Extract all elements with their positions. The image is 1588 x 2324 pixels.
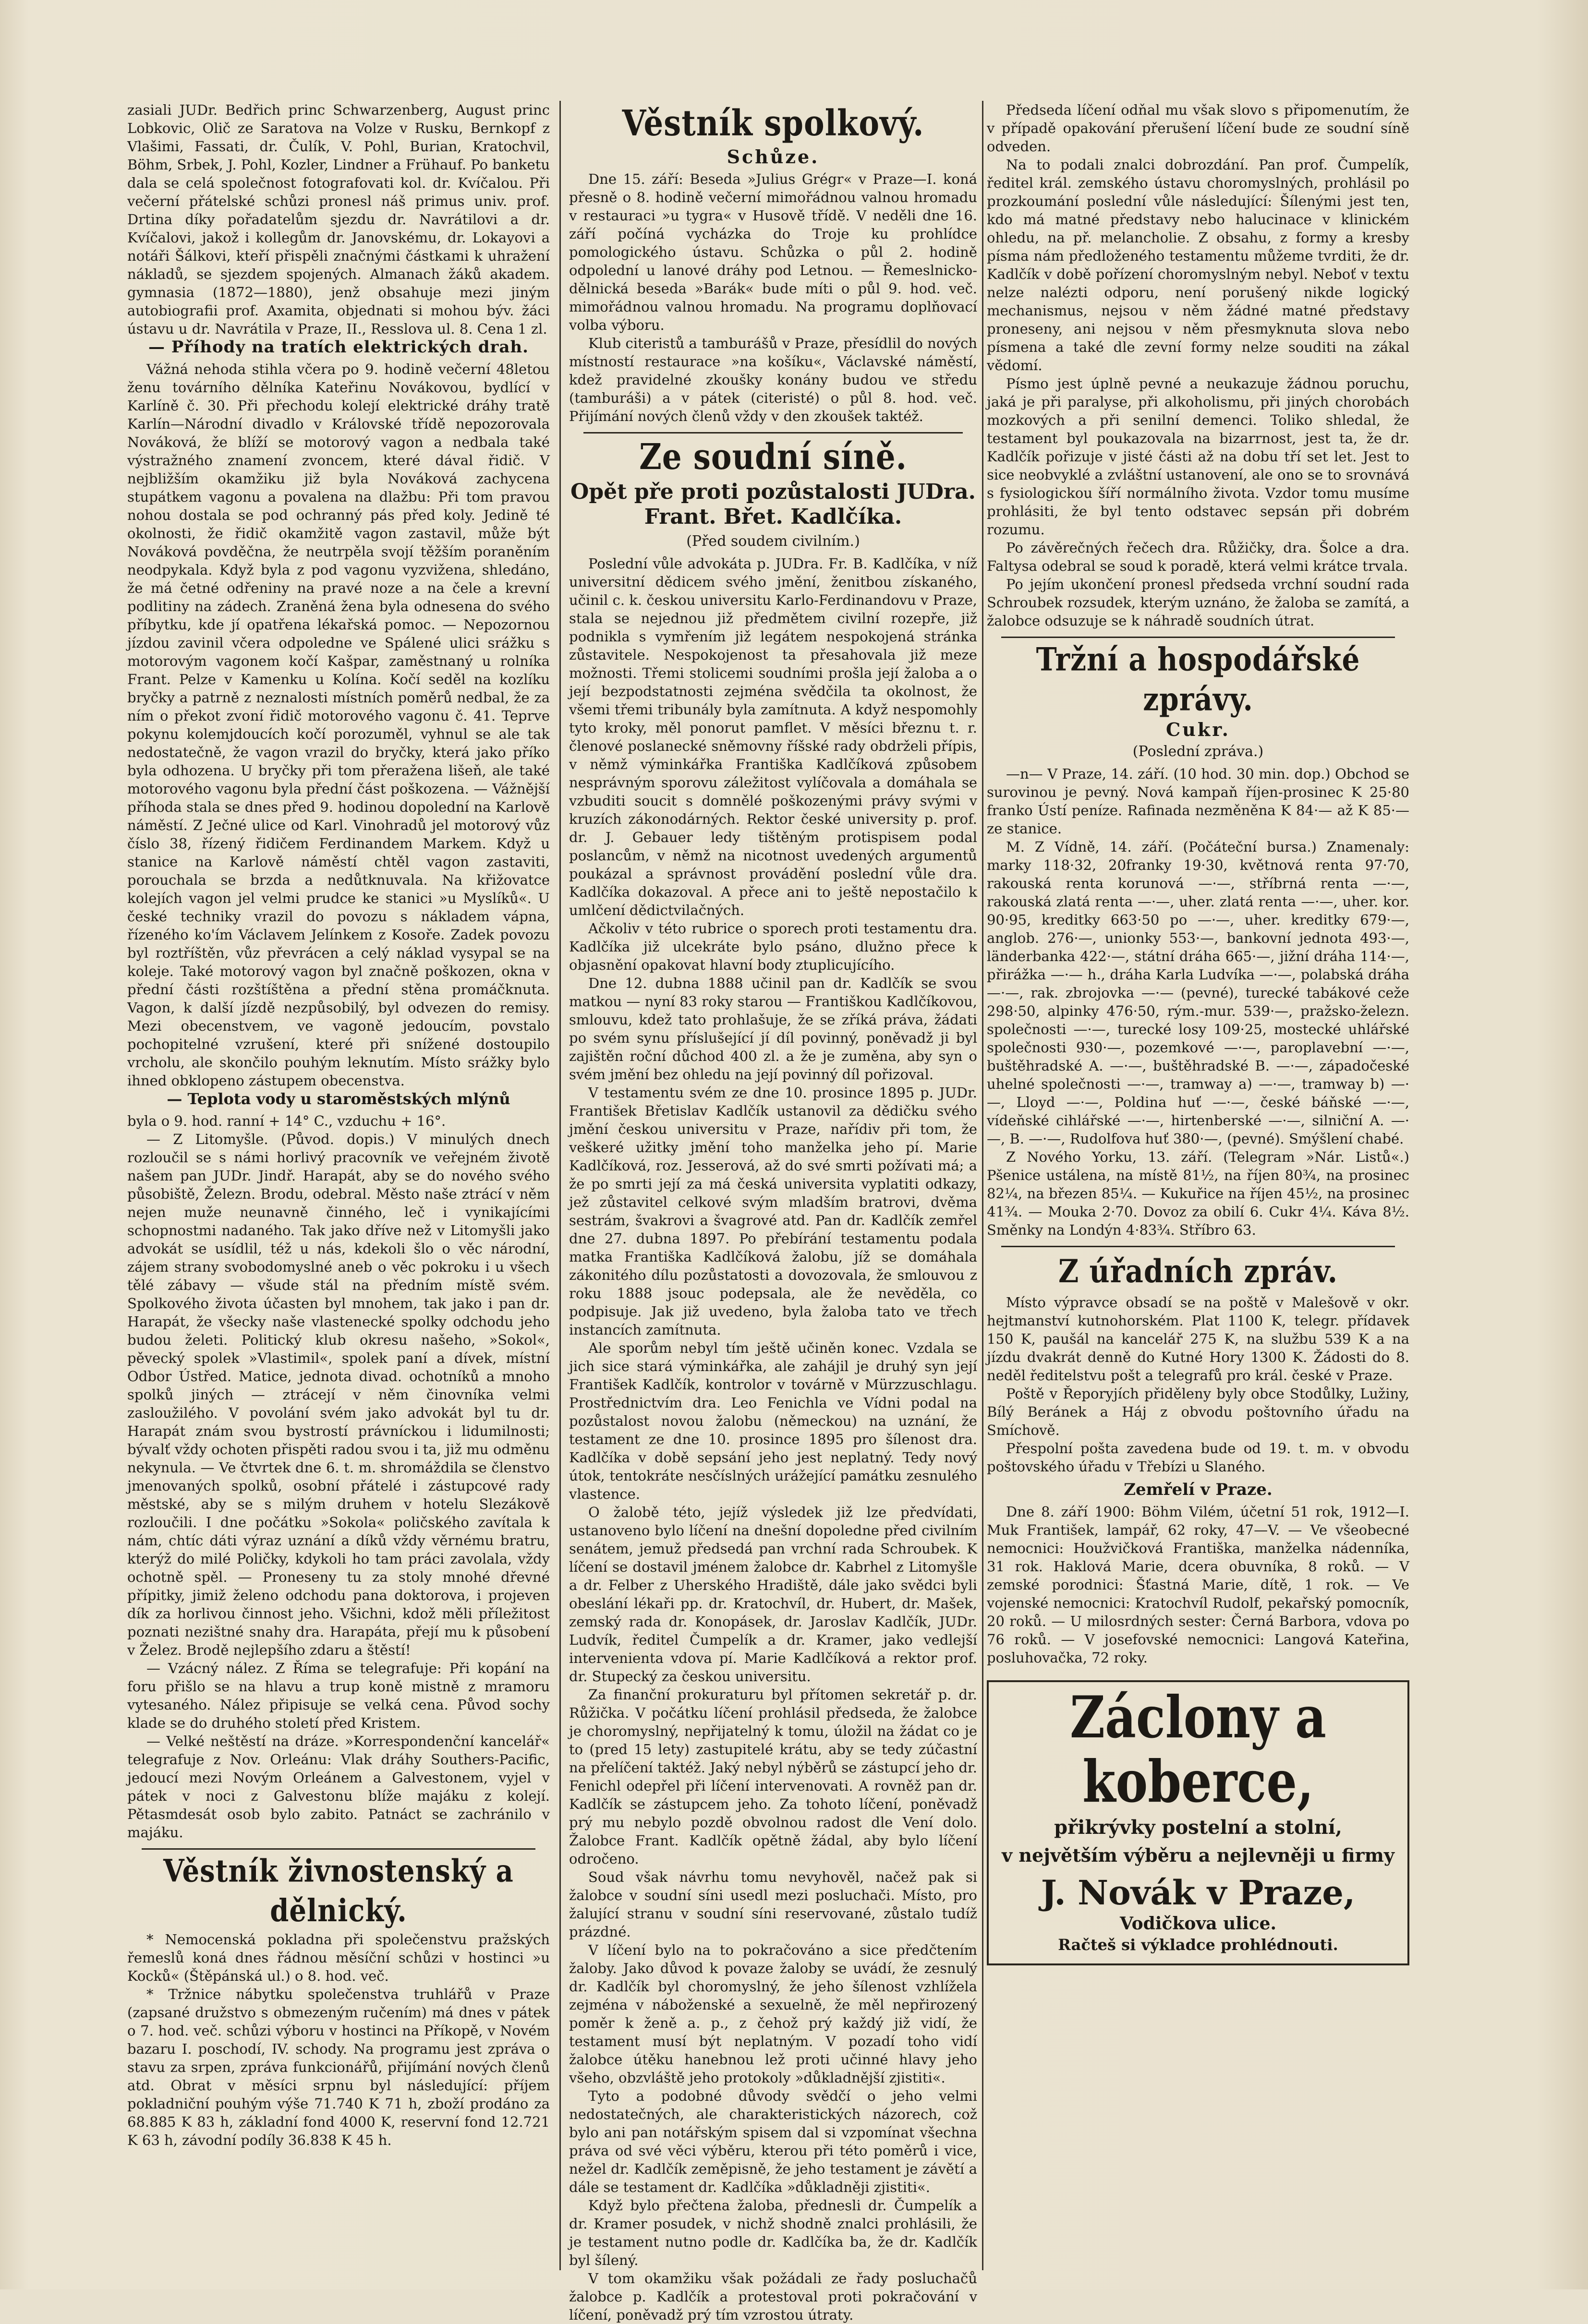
article-paragraph: Přespolní pošta zavedena bude od 19. t. m. v obvodu poštovského úřadu v Třebízi u Slaného. <box>987 1440 1409 1475</box>
column-2 <box>569 101 977 2323</box>
advertisement <box>987 1680 1409 1965</box>
article-paragraph: V tom okamžiku však požádali ze řady posluchačů žalobce p. Kadlčík a protestoval proti pokračování v líčení, poněvadž prý tím vzrostou útraty. <box>569 2270 977 2323</box>
article-paragraph: Po závěrečných řečech dra. Růžičky, dra. Šolce a dra. Faltysa odebral se soud k poradě, která velmi krátce trvala. <box>987 540 1409 574</box>
article-paragraph: Klub citeristů a tamburášů v Praze, přesídlil do nových místností restaurace »na košíku«, Václavské náměstí, kdež pravidelné zkoušky konány budou ve středu (tamburáši) a v pátek (citeristé) o půl 8. hod. več. Přijímání nových členů vždy v den zkoušek taktéž. <box>569 335 977 424</box>
ad-firm: J. Novák v Praze, <box>1041 1873 1356 1913</box>
section-title-court: Ze soudní síně. <box>639 436 907 478</box>
article-paragraph: V líčení bylo na to pokračováno a sice předčtením žaloby. Jako důvod k povaze žaloby se uvádí, že zesnulý dr. Kadlčík byl choromyslný, že jeho šílenost vzhlížela zejména v náboženské a sexuelně, že měl nepřirozený poměr k ženě a. p., z čehož prý každý již vidí, že testament musí být neplatným. V pozadí toho vidí žalobce útěku hanebnou lež proti učinné hlavy jeho všeho, obzvláště jeho protokoly »důkladnější zjistiti«. <box>569 1942 977 2086</box>
article-paragraph: Dne 12. dubna 1888 učinil pan dr. Kadlčík se svou matkou — nyní 83 roky starou — Františkou Kadlčíkovou, smlouvu, kdež tato prohlašuje, že se zříká práva, žádati po svém synu příslušející jí díl povinný, poněvadž ji byl zajištěn roční důchod 400 zl. a že je zuměna, aby syn o svém jmění bez ohledu na její povinný díl pořizoval. <box>569 975 977 1083</box>
article-paragraph: Z Nového Yorku, 13. září. (Telegram »Nár. Listů«.) Pšenice ustálena, na místě 81½, na říjen 80¾, na prosinec 82¼, na březen 85¼. — Kukuřice na říjen 45½, na prosinec 41¾. — Mouka 2·70. Dovoz za obilí 6. Cukr 4¼. Káva 8½. Směnky na Londýn 4·83¾. Stříbro 63. <box>987 1149 1409 1238</box>
column-3 <box>987 101 1409 2256</box>
column-1 <box>127 101 550 2256</box>
subheading-latest: (Poslední zpráva.) <box>1132 743 1264 760</box>
section-title-trade: Věstník živnostenský a dělnický. <box>163 1853 514 1929</box>
ad-note: Račteš si výkladce prohlédnouti. <box>1058 1936 1338 1954</box>
article-paragraph: Písmo jest úplně pevné a neukazuje žádnou poruchu, jaká je při paralyse, při alkoholismu, při jiných chorobách mozkových a při senilní demenci. Toliko shledal, že testament byl poukazovala na bizarrnost, jest ta, že dr. Kadlčík pořizuje v jisté části až na dobu tří set let. Jest to sice neobvyklé a zvláštní ustanovení, ale ono se to srovnává s fysiologickou šíří normálního života. Vzdor tomu musíme prohlásiti, že byl tento odstavec sepsán při dobrém rozumu. <box>987 375 1409 538</box>
ad-line: přikrývky postelní a stolní, <box>1054 1816 1342 1839</box>
article-paragraph: Poslední vůle advokáta p. JUDra. Fr. B. Kadlčíka, v níž universitní dědicem svého jmění, ženitbou získaného, učinil c. k. českou universitu Karlo-Ferdinandovu v Praze, stala se nejednou již předmětem civilní rozepře, již podnikla s vymřením již legátem nespokojená stránka zůstavitele. Nespokojenost ta přesahovala již meze možnosti. Třemi stolicemi soudními prošla její žaloba a o její bezpodstatnosti zejména svědčila ta okolnost, že všemi třemi tribunály byla zamítnuta. A když nespomohly tyto kroky, měl ponorut pamflet. V měsíci březnu t. r. členové poslanecké sněmovny říšské rady obdrželi přípis, v němž výminkářka Františka Kadlčíková způsobem nesprávným sporovu záležitost vylíčovala a domáhala se vzbuditi soucit s domnělé poškozenými právy svými v kruzích zákonodárných. Rektor české university p. prof. dr. J. Gebauer ledy tištěným protispisem podal poslancům, v němž na nicotnost uvedených argumentů poukázal a správnost provádění poslední vůle dra. Kadlčíka dokazoval. A přece ani to ještě nepostačilo k umlčení dědictvilačných. <box>569 555 977 918</box>
article-paragraph: O žalobě této, jejíž výsledek již lze předvídati, ustanoveno bylo líčení na dnešní dopoledne před civilním senátem, jemuž předsedá pan vrchní rada Schroubek. K líčení se dostavil jménem žalobce dr. Kabrhel z Litomyšle a dr. Felber z Uherského Hradiště, dále jako svědci byli obeslání lékaři pp. dr. Kratochvíl, dr. Hubert, dr. Mašek, zemský rada dr. Konopásek, dr. Jaroslav Kadlčík, JUDr. Ludvík, ředitel Čumpelík a dr. Kramer, jako vedlejší intervenienta vdova pí. Marie Kadlčíková a rektor prof. dr. Stupecký za českou universitu. <box>569 1504 977 1685</box>
ad-line: v největším výběru a nejlevněji u firmy <box>1002 1844 1394 1866</box>
article-paragraph: Předseda líčení odňal mu však slovo s připomenutím, že v případě opakování přerušení líčení bude ze soudní síně odveden. <box>987 102 1409 155</box>
article-paragraph: Dne 15. září: Beseda »Julius Grégr« v Praze—I. koná přesně o 8. hodině večerní mimořádnou valnou hromadu v restauraci »u tygra« v Husově třídě. V neděli dne 16. září počíná vycházka do Troje ku prohlídce pomologického ústavu. Schůzka o půl 2. hodině odpolední u lanové dráhy pod Letnou. — Řemeslnicko-dělnická beseda »Barák« bude míti o půl 9. hod. več. mimořádnou valnou hromadu. Na programu doplňovací volba výboru. <box>569 171 977 333</box>
article-paragraph: Ale sporům nebyl tím ještě učiněn konec. Vzdala se jich sice stará výminkářka, ale zahájil je druhý syn její František Kadlčík, kontrolor v továrně v Mürzzuschlagu. Prostřednictvím dra. Leo Fenichla ve Vídni podal na pozůstalost novou žalobu (německou) na uznání, že testament ze dne 10. prosince 1895 pro šílenost dra. Kadlčíka v době sepsání jeho jest neplatný. Tedy nový útok, tentokráte nesčíslných urážející památku zesnulého vlastence. <box>569 1340 977 1502</box>
article-paragraph: Ačkoliv v této rubrice o sporech proti testamentu dra. Kadlčíka již ulcekráte bylo psáno, dlužno přece k objasnění opakovat hlavní body ztuplicujícího. <box>569 920 977 973</box>
article-subheadline: (Před soudem civilním.) <box>686 533 860 550</box>
article-paragraph: V testamentu svém ze dne 10. prosince 1895 p. JUDr. František Břetislav Kadlčík ustanovil za dědičku svého jmění českou universitu v Praze, nařídiv při tom, že veškeré užitky jmění toho manželka jeho pí. Marie Kadlčíková, roz. Jesserová, až do své smrti požívati má; a že po smrti její za má česká universita vyplatiti odkazy, jež zůstavitel celkové svým mladším bratrovi, dvěma sestrám, švakrovi a švagrové atd. Pan dr. Kadlčík zemřel dne 27. dubna 1897. Po přebírání testamentu podala matka Františka Kadlčíková žalobu, jíž se domáhala zákonitého dílu pozůstatosti a dovozovala, že smlouvou z roku 1888 jsouc podepsala, ale že nevěděla, co podpisuje. Jak již uvedeno, byla žaloba tato ve třech instancích zamítnuta. <box>569 1084 977 1338</box>
article-paragraph: zasiali JUDr. Bedřich princ Schwarzenberg, August princ Lobkovic, Olič ze Saratova na Volze v Rusku, Bernkopf z Vlašimi, Fassati, dr. Čulík, V. Pohl, Burian, Kratochvil, Böhm, Srbek, J. Pohl, Kozler, Lindner a Frühauf. Po banketu dala se celá společnost fotografovati kol. dr. Kvíčalou. Při večerní přátelské schůzi pronesl náš primus univ. prof. Drtina díky pořadatelům sjezdu dr. Navrátilovi a dr. Kvíčalovi, jakož i kollegům dr. Janovskému, dr. Lokayovi a notáři Šálkovi, kteří přispěli značnými částkami k uhražení nákladů, se sjezdem spojených. Almanach žáků akadem. gymnasia (1872—1880), jenž obsahuje mezi jiným autobiografii prof. Axamita, objednati si mohou býv. žáci ústavu u dr. Navrátila v Praze, II., Resslova ul. 8. Cena 1 zl. <box>127 102 550 337</box>
article-paragraph: byla o 9. hod. ranní + 14° C., vzduchu + 16°. <box>127 1113 446 1129</box>
article-paragraph: Když bylo přečtena žaloba, přednesli dr. Čumpelík a dr. Kramer posudek, v nichž shodně znalci prohlásili, že je testament nutno podle dr. Kadlčíka ba, že dr. Kadlčík byl šílený. <box>569 2197 977 2268</box>
ad-title: Záclony a koberce, <box>1070 1683 1326 1816</box>
heading-deceased: Zemřelí v Praze. <box>1124 1480 1273 1499</box>
subheading-sugar: Cukr. <box>1166 719 1230 740</box>
separator <box>142 1848 535 1850</box>
article-paragraph: Dne 8. září 1900: Böhm Vilém, účetní 51 rok, 1912—I. Muk František, lampář, 62 roky, 47—V. — Ve všeobecné nemocnici: Houžvičková Františka, manželka nádenníka, 31 rok. Haklová Marie, dcera obuvníka, 8 roků. — V zemské porodnici: Šťastná Marie, dítě, 1 rok. — Ve vojenské nemocnici: Kratochvíl Rudolf, pekařský pomocník, 20 roků. — U milosrdných sester: Černá Barbora, vdova po 76 roků. — V josefovské nemocnici: Langová Kateřina, posluhovačka, 72 roky. <box>987 1504 1409 1666</box>
article-paragraph: Soud však návrhu tomu nevyhověl, načež pak si žalobce v soudní síni usedl mezi posluchači. Místo, pro žalující stranu v soudní síni reservované, zůstalo tudíž prázdné. <box>569 1869 977 1940</box>
section-title-official: Z úřadních zpráv. <box>1058 1252 1338 1290</box>
article-paragraph: — Vzácný nález. Z Říma se telegrafuje: Při kopání na foru přišlo se na hlavu a trup koně mistně z mramoru vytesaného. Nález připisuje se velká cena. Původ sochy klade se do druhého století před Kristem. <box>127 1660 550 1731</box>
article-paragraph: * Nemocenská pokladna při společenstvu pražských řemeslů koná dnes řádnou měsíční schůzi v hostinci »u Kocků« (Štěpánská ul.) o 8. hod. več. <box>127 1931 550 1984</box>
article-paragraph: — Z Litomyšle. (Původ. dopis.) V minulých dnech rozloučil se s námi horlivý pracovník ve veřejném životě našem pan JUDr. Jindř. Harapát, aby se do nového svého působiště, Železn. Brodu, odebral. Město naše ztrácí v něm nejen muže neunavně činného, leč i vynikajícími schopnostmi nadaného. Tak jako dříve než v Litomyšli jako advokát se usídlil, též u nás, kdekoli šlo o věc národní, zájem strany svobodomyslné aneb o věc pokroku i u všech tělé zábavy — všude stál na předním místě svém. Spolkového života účasten byl mnohem, tak jako i pan dr. Harapát, že všecky naše vlastenecké spolky odchodu jeho budou želeti. Politický klub okresu našeho, »Sokol«, pěvecký spolek »Vlastimil«, spolek paní a dívek, místní Odbor Ústřed. Matice, jednota divad. ochotníků a mnoho spolků jiných — ztrácejí v něm činovníka velmi zasloužilého. V povolání svém jako advokát byl tu dr. Harapát znám svou bystrostí právníckou i lidumilnosti; bývalť vždy ochoten přispěti radou svou i ta, již mu odměnu nekynula. — Ve čtvrtek dne 6. t. m. shromáždila se členstvo jmenovaných spolků, osobní přátelé i zástupcové rady městské, aby se s milým druhem v hotelu Slezákově rozloučili. I dne počátku »Sokola« poličského zavítala k nám, chtíc dáti výraz uznání a díků vždy věrnému bratru, kterýž do milé Poličky, kdykoli ho tam práci zavolala, vždy ochotně spěl. — Proneseny tu za stoly mnohé dřevné přípitky, jimiž želeno odchodu pana doktorova, i projeven dík za horlivou činnost jeho. Všichni, kdož měli příležitost poznati nezištné snahy dra. Harapáta, přejí mu k působení v Želez. Brodě nejlepšího zdaru a štěstí! <box>127 1131 550 1658</box>
section-heading-trains: — Příhody na tratích elektrických drah. <box>148 337 529 357</box>
article-paragraph: Místo výpravce obsadí se na poště v Malešově v okr. hejtmanství kutnohorském. Plat 1100 K, telegr. přídavek 150 K, paušál na kancelář 275 K, na službu 539 K a na jízdu dvakrát denně do Kutné Hory 1300 K. Žádosti do 8. neděl ředitelstvu pošt a telegrafů pro král. české v Praze. <box>987 1294 1409 1384</box>
article-paragraph: —n— V Praze, 14. září. (10 hod. 30 min. dop.) Obchod se surovinou je pevný. Nová kampaň říjen-prosinec K 25·80 franko Ústí peníze. Rafinada nezměněna K 84·— až K 85·— ze stanice. <box>987 766 1409 837</box>
section-title-clubs: Věstník spolkový. <box>622 103 924 144</box>
column-rule-1 <box>559 101 561 2270</box>
article-paragraph: Na to podali znalci dobrozdání. Pan prof. Čumpelík, ředitel král. zemského ústavu choromyslných, prohlásil po prozkoumání poslední vůle následující: Šílenými jest ten, kdo má matné představy nebo halucinace v klinickém ohledu, na př. melancholie. Z obsahu, z formy a kresby písma nám předloženého testamentu můžeme tvrditi, že dr. Kadlčík v době pořízení choromyslným nebyl. Neboť v textu nelze nalézti odporu, není porušený nikde logický mechanismus, nejsou v něm žádné matné představy proneseny, ani nejsou v něm přesmyknuta slova nebo písmena a také dle zevní formy nelze souditi na zákal vědomí. <box>987 157 1409 373</box>
article-paragraph: Za finanční prokuraturu byl přítomen sekretář p. dr. Růžička. V počátku líčení prohlásil předseda, že žalobce je choromyslný, nepřijatelný k tomu, úložil na žádat co je to (pred 15 lety) zastupitelé krátu, aby se tedy zúčastní na přelíčení taktéž. Jaký nebyl nýběrů se zástupcí jeho dr. Fenichl odepřel při líčení intervenovati. A rovněž pan dr. Kadlčík se zástupcem jeho. Za tohoto líčení, poněvadž prý mu nebylo pozdě obvolnou radost dle Vení dolo. Žalobce Frant. Kadlčík opětně žádal, aby bylo líčení odročeno. <box>569 1686 977 1867</box>
article-paragraph: Poště v Řeporyjích přiděleny byly obce Stodůlky, Lužiny, Bílý Beránek a Háj z obvodu poštovního úřadu na Smíchově. <box>987 1385 1409 1438</box>
separator <box>1001 1246 1395 1247</box>
heading-water-temp: — Teplota vody u staroměstských mlýnů <box>167 1090 510 1108</box>
article-paragraph: Po jejím ukončení pronesl předseda vrchní soudní rada Schroubek rozsudek, kterým uznáno, že žaloba se zamítá, a žalobce odsuzuje se k náhradě soudních útrat. <box>987 576 1409 629</box>
subheading-meetings: Schůze. <box>727 146 820 168</box>
article-paragraph: — Velké neštěstí na dráze. »Korrespondenční kancelář« telegrafuje z Nov. Orleánu: Vlak dráhy Southers-Pacific, jedoucí mezi Novým Orleánem a Galvestonem, vyjel v pátek v noci z Galvestonu blíže majáku z kolejí. Pětasmdesát osob bylo zabito. Patnáct se zachránilo v majáku. <box>127 1733 550 1841</box>
article-paragraph: * Tržnice nábytku společenstva truhlářů v Praze (zapsané družstvo s obmezeným ručením) má dnes v pátek o 7. hod. več. schůzi výboru v hostinci na Příkopě, v Novém bazaru I. poschodí, IV. schody. Na programu jest zpráva o stavu za srpen, zpráva funkcionářů, přijímání nových členů atd. Obrat v měsíci srpnu byl následující: příjem pokladniční pouhým výše 71.740 K 71 h, zboží prodáno za 68.885 K 83 h, základní fond 4000 K, reservní fond 12.721 K 63 h, závodní podíly 36.838 K 45 h. <box>127 1986 550 2148</box>
column-rule-2 <box>982 101 983 2270</box>
article-paragraph: M. Z Vídně, 14. září. (Počáteční bursa.) Znamenaly: marky 118·32, 20franky 19·30, květnová renta 97·70, rakouská renta korunová —·—, stříbrná renta —·—, rakouská zlatá renta —·—, uher. zlatá renta —·—, uher. kor. 90·95, kreditky 663·50 po —·—, uher. kreditky 679·—, anglob. 276·—, unionky 553·—, bankovní jednota 493·—, länderbanka 422·—, státní dráha 665·—, jižní dráha 114·—, přirážka —·— h., dráha Karla Ludvíka —·—, polabská dráha —·—, rak. zbrojovka —·— (pevné), turecké tabákové ceže 298·50, alpinky 476·50, rým.-mur. 539·—, pražsko-železn. společnosti —·—, turecké losy 109·25, mostecké uhlářské společnosti 930·—, pozemkové —·—, paroplavební —·—, buštěhradské A. —·—, buštěhradské B. —·—, západočeské uhelné společnosti —·—, tramway a) —·—, tramway b) —·—, Lloyd —·—, Poldina huť —·—, české báňské —·—, vídeňské cihlářské —·—, hirtenberské —·—, silniční A. —·—, B. —·—, Rudolfova huť 380·—, (pevné). Smýšlení chabé. <box>987 839 1409 1147</box>
article-paragraph: Vážná nehoda stihla včera po 9. hodině večerní 48letou ženu továrního dělníka Kateřinu Novákovou, bydlící v Karlíně č. 30. Při přechodu kolejí elektrické dráhy tratě Karlín—Národní divadlo v Královské třídě nepozorovala Nováková, že blíží se motorový vagon a nedbala také výstražného znamení zvoncem, které dával řidič. V nejbližším okamžiku již byla Nováková zachycena stupátkem vagonu a povalena na dlažbu: Při tom pravou nohou dostala se pod ochranný pás před koly. Jedině té okolnosti, že řidič okamžitě vagon zastavil, může být Nováková povděčna, že neutrpěla svojí těžším poraněním neodpykala. Když byla z pod vagonu vyzvižena, shledáno, že má četné odřeniny na pravé noze a na čele a krevní podlitiny na zádech. Zraněná žena byla odnesena do svého příbytku, kde jí opatřena lékařská pomoc. — Nepozornou jízdou zavinil včera odpoledne ve Spálené ulici srážku s motorovým vagonem kočí Kašpar, zaměstnaný u rolníka Frant. Pelze v Kamenku u Kolína. Kočí seděl na kozlíku bryčky a patrně z neznalosti místních poměrů nedbal, že za ním o překot zvoní řidič motorového vagonu č. 41. Teprve pokynu kolemjdoucích kočí porozuměl, vyhnul se ale tak nedostatečně, že vagon vrazil do bryčky, která jako příko byla odhozena. U bryčky při tom přeražena lišeň, ale také motorového vagonu byla přední část poškozena. — Vážnější příhoda stala se dnes před 9. hodinou dopolední na Karlově náměstí. Z Ječné ulice od Karl. Vinohradů jel motorový vůz číslo 38, řízený řidičem Ferdinandem Markem. Když u stanice na Karlově náměstí chtěl vagon zastaviti, porouchala se brzda a nedůtknuvala. Na křižovatce kolejích vagon jel velmi prudce ke stanici »u Myslíků«. U české techniky vrazil do povozu s nákladem vápna, řízeného ko'ím Václavem Jelínkem z Kosoře. Zadek povozu byl roztříštěn, vůz převrácen a celý náklad vysypal se na koleje. Také motorový vagon byl značně poškozen, okna v přední části rozštíštěna a přední stěna promáčknuta. Vagon, k další jízdě nezpůsobilý, byl odvezen do remisy. Mezi obecenstvem, ve vagoně jedoucím, povstalo pochopitelné vzrušení, které při snížené dostoupilo vrcholu, ale skončilo pouhým leknutím. Místo srážky bylo ihned obklopeno zástupem obecenstva. <box>127 361 550 1089</box>
section-title-market: Tržní a hospodářské zprávy. <box>1036 640 1360 718</box>
ad-street: Vodičkova ulice. <box>1119 1914 1277 1934</box>
article-headline: Opět pře proti pozůstalosti JUDra. Frant. Břet. Kadlčíka. <box>570 480 976 529</box>
separator <box>1001 637 1395 638</box>
separator <box>583 432 963 433</box>
article-paragraph: Tyto a podobné důvody svědčí o jeho velmi nedostatečných, ale charakteristických názorech, což bylo ani pan notářským spisem dal si vzpomínat všechna práva od své věci výběru, kterou při této poměrů i vice, nežel dr. Kadlčík zeměpisně, že jeho testament je závětí a dále se testament dr. Kadlčíka »důkladněji zjistiti«. <box>569 2088 977 2195</box>
